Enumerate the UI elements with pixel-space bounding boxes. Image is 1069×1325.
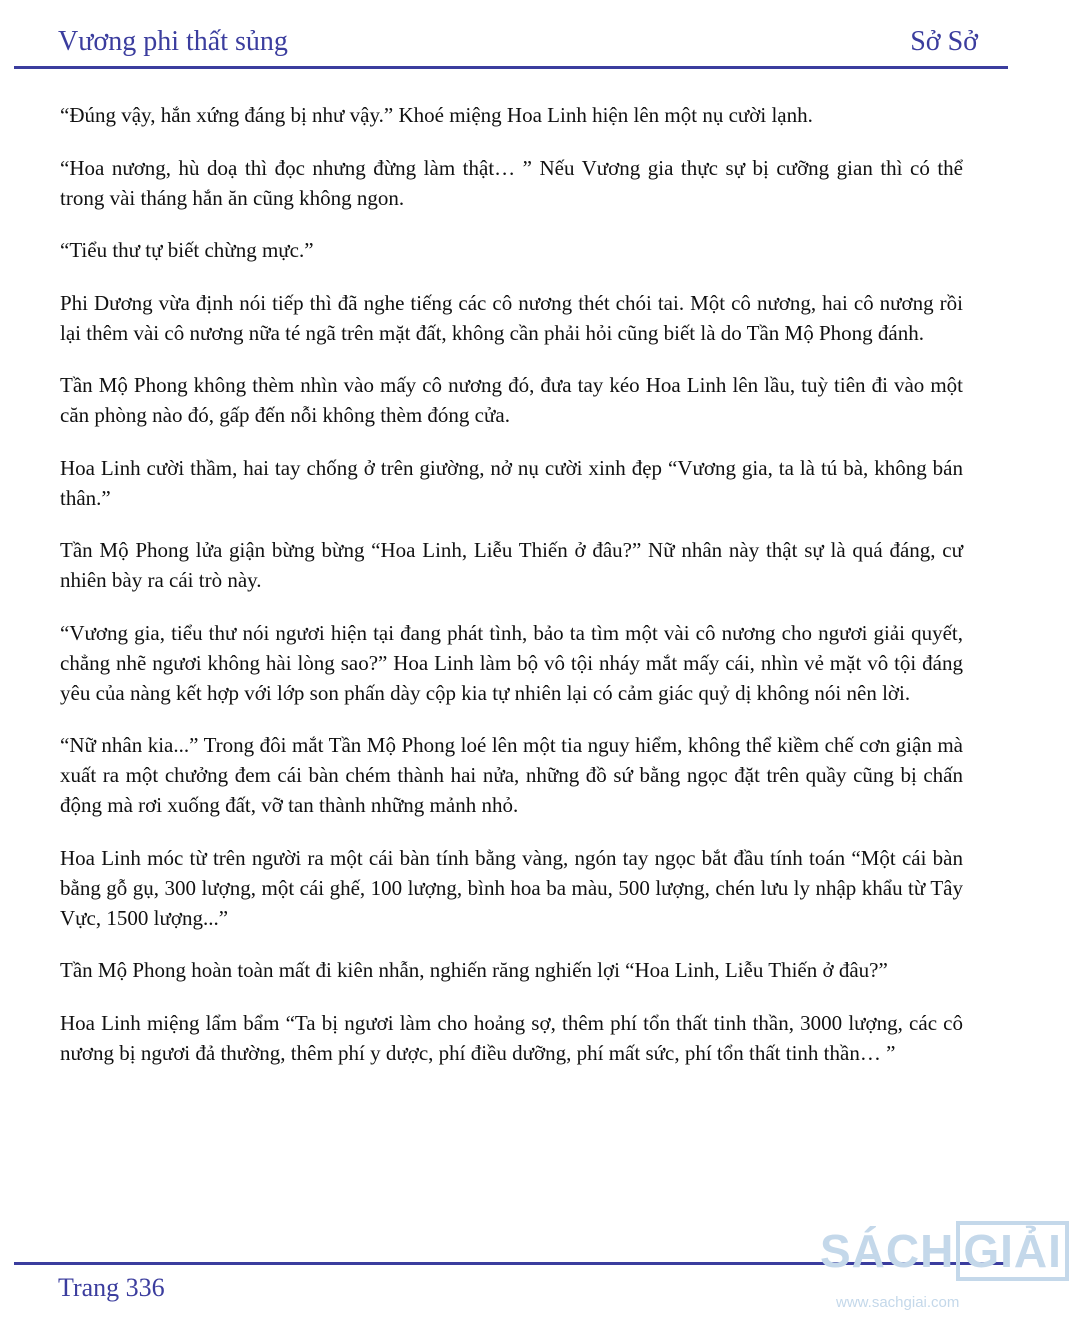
book-title: Vương phi thất sủng	[58, 26, 288, 57]
watermark-logo-text-b: GIẢI	[956, 1221, 1069, 1281]
watermark-logo-text-a: SÁCH	[820, 1225, 955, 1277]
paragraph: “Tiểu thư tự biết chừng mực.”	[60, 238, 314, 262]
watermark-logo	[820, 1224, 1069, 1278]
paragraph: Hoa Linh móc từ trên người ra một cái bàn tính bằng vàng, ngón tay ngọc bắt đầu tính toán “Một cái bàn bằng gỗ gụ, 300 lượng, một cái ghế, 100 lượng, bình hoa ba màu, 500 lượng, chén lưu ly nhập khẩu từ Tây Vực, 1500 lượng...”	[60, 845, 963, 930]
book-author: Sở Sở	[910, 26, 978, 57]
paragraph: Hoa Linh miệng lẩm bẩm “Ta bị ngươi làm cho hoảng sợ, thêm phí tổn thất tinh thần, 3000 lượng, các cô nương bị ngươi đả thường, thêm phí y dược, phí điều dưỡng, phí mất sức, phí tổn thất tinh thần… ”	[60, 1010, 963, 1065]
watermark-url: www.sachgiai.com	[836, 1294, 960, 1311]
page-body	[60, 100, 963, 1090]
paragraph: Tần Mộ Phong không thèm nhìn vào mấy cô nương đó, đưa tay kéo Hoa Linh lên lầu, tuỳ tiên đi vào một căn phòng nào đó, gấp đến nỗi không thèm đóng cửa.	[60, 373, 963, 427]
page-number: Trang 336	[58, 1273, 165, 1302]
paragraph: “Hoa nương, hù doạ thì đọc nhưng đừng làm thật… ” Nếu Vương gia thực sự bị cưỡng gian thì có thể trong vài tháng hắn ăn cũng không ngon.	[60, 155, 963, 210]
paragraph: Hoa Linh cười thầm, hai tay chống ở trên giường, nở nụ cười xinh đẹp “Vương gia, ta là tú bà, không bán thân.”	[60, 455, 963, 510]
paragraph: Tần Mộ Phong lửa giận bừng bừng “Hoa Linh, Liễu Thiến ở đâu?” Nữ nhân này thật sự là quá đáng, cư nhiên bày ra cái trò này.	[60, 538, 963, 592]
paragraph: “Vương gia, tiểu thư nói ngươi hiện tại đang phát tình, bảo ta tìm một vài cô nương cho ngươi giải quyết, chẳng nhẽ ngươi không hài lòng sao?” Hoa Linh làm bộ vô tội nháy mắt mấy cái, nhìn vẻ mặt vô tội đáng yêu của nàng kết hợp với lớp son phấn dày cộp kia tự nhiên lại có cảm giác quỷ dị không nói nên lời.	[60, 620, 963, 705]
paragraph: Tần Mộ Phong hoàn toàn mất đi kiên nhẫn, nghiến răng nghiến lợi “Hoa Linh, Liễu Thiến ở đâu?”	[60, 958, 888, 982]
page-header	[14, 22, 1008, 69]
paragraph: “Đúng vậy, hắn xứng đáng bị như vậy.” Khoé miệng Hoa Linh hiện lên một nụ cười lạnh.	[60, 103, 813, 127]
paragraph: Phi Dương vừa định nói tiếp thì đã nghe tiếng các cô nương thét chói tai. Một cô nương, hai cô nương rồi lại thêm vài cô nương nữa té ngã trên mặt đất, không cần phải hỏi cũng biết là do Tần Mộ Phong đánh.	[60, 290, 963, 345]
watermark	[820, 1218, 1062, 1322]
paragraph: “Nữ nhân kia...” Trong đôi mắt Tần Mộ Phong loé lên một tia nguy hiểm, không thể kiềm chế cơn giận mà xuất ra một chưởng đem cái bàn chém thành hai nửa, những đồ sứ bằng ngọc đặt trên quầy cũng bị chấn động mà rơi xuống đất, vỡ tan thành những mảnh nhỏ.	[60, 733, 963, 817]
